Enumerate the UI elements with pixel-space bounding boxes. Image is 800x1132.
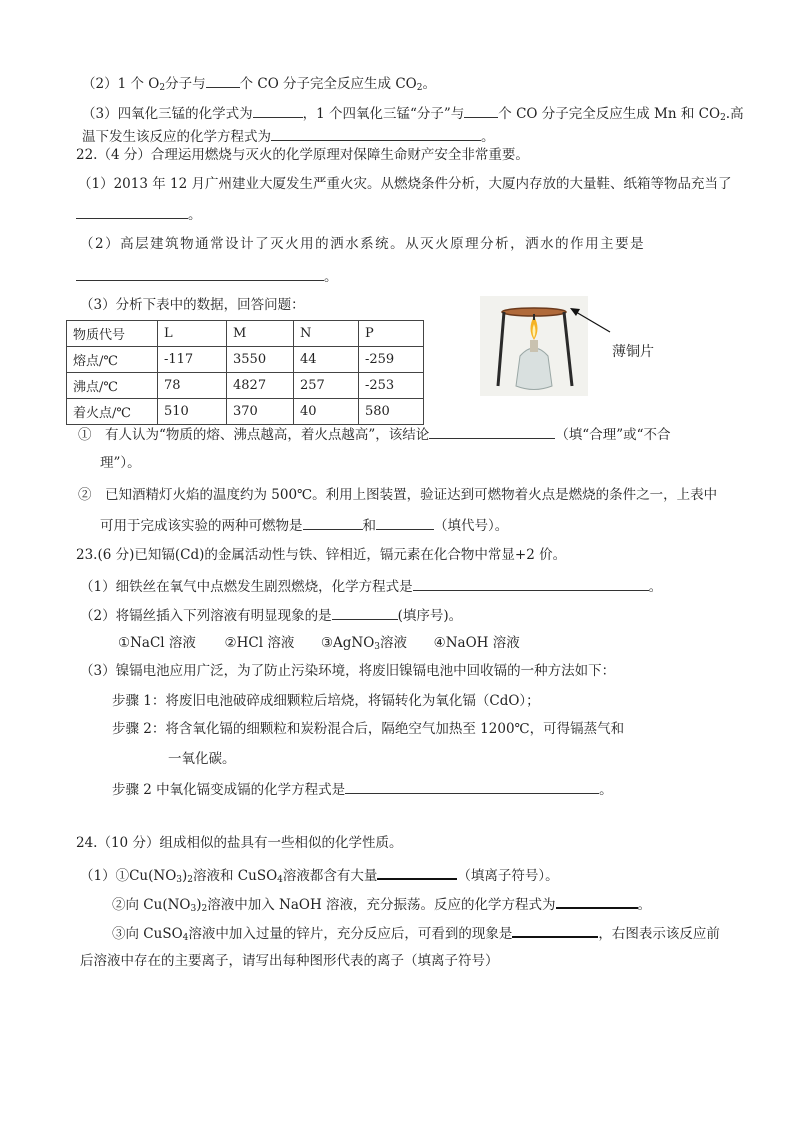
answer-blank[interactable] <box>413 576 649 591</box>
q21-part3-line2: 温下发生该反应的化学方程式为 。 <box>82 126 495 146</box>
table-header-row <box>67 321 424 347</box>
option-3: ③AgNO$_3$溶液 <box>320 635 408 652</box>
q22-part3-intro: （3）分析下表中的数据，回答问题： <box>80 297 305 313</box>
answer-blank[interactable] <box>464 103 498 118</box>
q22-part3-s1-line1: ① 有人认为“物质的熔、沸点越高，着火点越高”，该结论 （填“合理”或“不合 <box>78 424 671 444</box>
q22-part1-line1: （1）2013 年 12 月广州建业大厦发生严重火灾。从燃烧条件分析，大厦内存放的大量鞋、纸箱等物品充当了 <box>78 176 732 192</box>
answer-blank[interactable] <box>303 515 363 530</box>
q22-part3-s2-line2: 可用于完成该实验的两种可燃物是 和 （填代号）。 <box>100 515 508 535</box>
q23-step1: 步骤 1：将废旧电池破碎成细颗粒后培烧，将镉转化为氧化镉（CdO）； <box>112 693 540 709</box>
q21-part3-line1: （3）四氧化三锰的化学式为 ，1 个四氧化三锰“分子”与 个 CO 分子完全反应生成 Mn 和 $CO_2$.高 <box>82 103 744 123</box>
answer-blank[interactable] <box>512 922 598 938</box>
table-row <box>67 347 424 373</box>
table-cell: 78 <box>158 373 227 399</box>
q22-heading: 22.（4 分）合理运用燃烧与灭火的化学原理对保障生命财产安全非常重要。 <box>76 147 529 163</box>
q23-step2-line2: 一氧化碳。 <box>168 751 236 767</box>
table-cell: -253 <box>359 373 424 399</box>
q24-s3-line2: 后溶液中存在的主要离子，请写出每种图形代表的离子（填离子符号） <box>80 953 499 969</box>
q24-s3-line1: ③向 CuSO$_4$溶液中加入过量的锌片，充分反应后，可看到的现象是 ，右图表示该反应前 <box>112 922 720 943</box>
answer-blank[interactable] <box>556 893 638 909</box>
q21-part2: （2）1 个 $O_2$分子与 个 CO 分子完全反应生成 $CO_2$。 <box>82 73 436 93</box>
q24-s1: $(1)①Cu(NO_3)_2$溶液和 CuSO$_4$溶液都含有大量 （填离子符号）。 <box>80 864 559 885</box>
q22-part3-s1-line2: 理”）。 <box>100 455 141 471</box>
table-cell: 熔点/℃ <box>67 347 158 373</box>
table-cell: 沸点/℃ <box>67 373 158 399</box>
table-cell: -259 <box>359 347 424 373</box>
table-cell: 3550 <box>227 347 294 373</box>
q23-step2-ask: 步骤 2 中氧化镉变成镉的化学方程式是 。 <box>112 779 613 799</box>
figure-label: 薄铜片 <box>612 344 654 360</box>
q22-part2-line1: （2）高层建筑物通常设计了灭火用的洒水系统。从灭火原理分析，洒水的作用主要是 <box>80 236 646 252</box>
option-4: ④NaOH 溶液 <box>433 635 520 651</box>
q23-heading: 23.(6 分)已知镉(Cd)的金属活动性与铁、锌相近，镉元素在化合物中常显+2 价。 <box>76 547 567 563</box>
option-1: ①NaCl 溶液 <box>118 635 196 651</box>
table-header-cell: P <box>359 321 424 347</box>
table-row <box>67 399 424 425</box>
answer-blank[interactable] <box>271 126 481 141</box>
table-cell: 580 <box>359 399 424 425</box>
q23-options <box>118 634 520 652</box>
table-header-cell: M <box>227 321 294 347</box>
answer-blank[interactable] <box>253 103 303 118</box>
q23-part2: （2）将镉丝插入下列溶液有明显现象的是 (填序号)。 <box>80 605 462 625</box>
answer-blank[interactable] <box>76 204 188 219</box>
q23-part1: （1）细铁丝在氧气中点燃发生剧烈燃烧，化学方程式是 。 <box>80 576 662 596</box>
q23-part3-intro: （3）镍镉电池应用广泛，为了防止污染环境，将废旧镍镉电池中回收镉的一种方法如下： <box>80 663 616 679</box>
answer-blank[interactable] <box>345 779 599 794</box>
table-row <box>67 373 424 399</box>
answer-blank[interactable] <box>377 864 457 880</box>
answer-blank[interactable] <box>206 73 240 88</box>
table-header-cell: 物质代号 <box>67 321 158 347</box>
table-header-cell: L <box>158 321 227 347</box>
table-cell: 257 <box>294 373 359 399</box>
lamp-bottle <box>516 348 552 390</box>
melting-point-table <box>66 320 424 425</box>
table-cell: 着火点/℃ <box>67 399 158 425</box>
answer-blank[interactable] <box>76 266 324 281</box>
table-cell: 370 <box>227 399 294 425</box>
lamp-wick-holder <box>530 340 538 352</box>
table-cell: 40 <box>294 399 359 425</box>
q22-part2-line2: 。 <box>76 266 338 286</box>
table-cell: 4827 <box>227 373 294 399</box>
q24-s2: ②向 $Cu(NO_3)_2$溶液中加入 NaOH 溶液，充分振荡。反应的化学方程式为 。 <box>112 893 651 914</box>
q22-part3-s2-line1: ② 已知酒精灯火焰的温度约为 500℃。利用上图装置，验证达到可燃物着火点是燃烧的条件之一，上表中 <box>78 487 718 503</box>
table-cell: -117 <box>158 347 227 373</box>
q23-step2-line1: 步骤 2：将含氧化镉的细颗粒和炭粉混合后，隔绝空气加热至 1200℃，可得镉蒸气和 <box>112 721 625 737</box>
answer-blank[interactable] <box>429 424 555 439</box>
q24-heading: 24.（10 分）组成相似的盐具有一些相似的化学性质。 <box>76 835 403 851</box>
table-cell: 44 <box>294 347 359 373</box>
option-2: ②HCl 溶液 <box>224 635 295 651</box>
table-header-cell: N <box>294 321 359 347</box>
table-cell: 510 <box>158 399 227 425</box>
q22-part1-line2: 。 <box>76 204 202 224</box>
answer-blank[interactable] <box>376 515 434 530</box>
answer-blank[interactable] <box>332 605 398 620</box>
